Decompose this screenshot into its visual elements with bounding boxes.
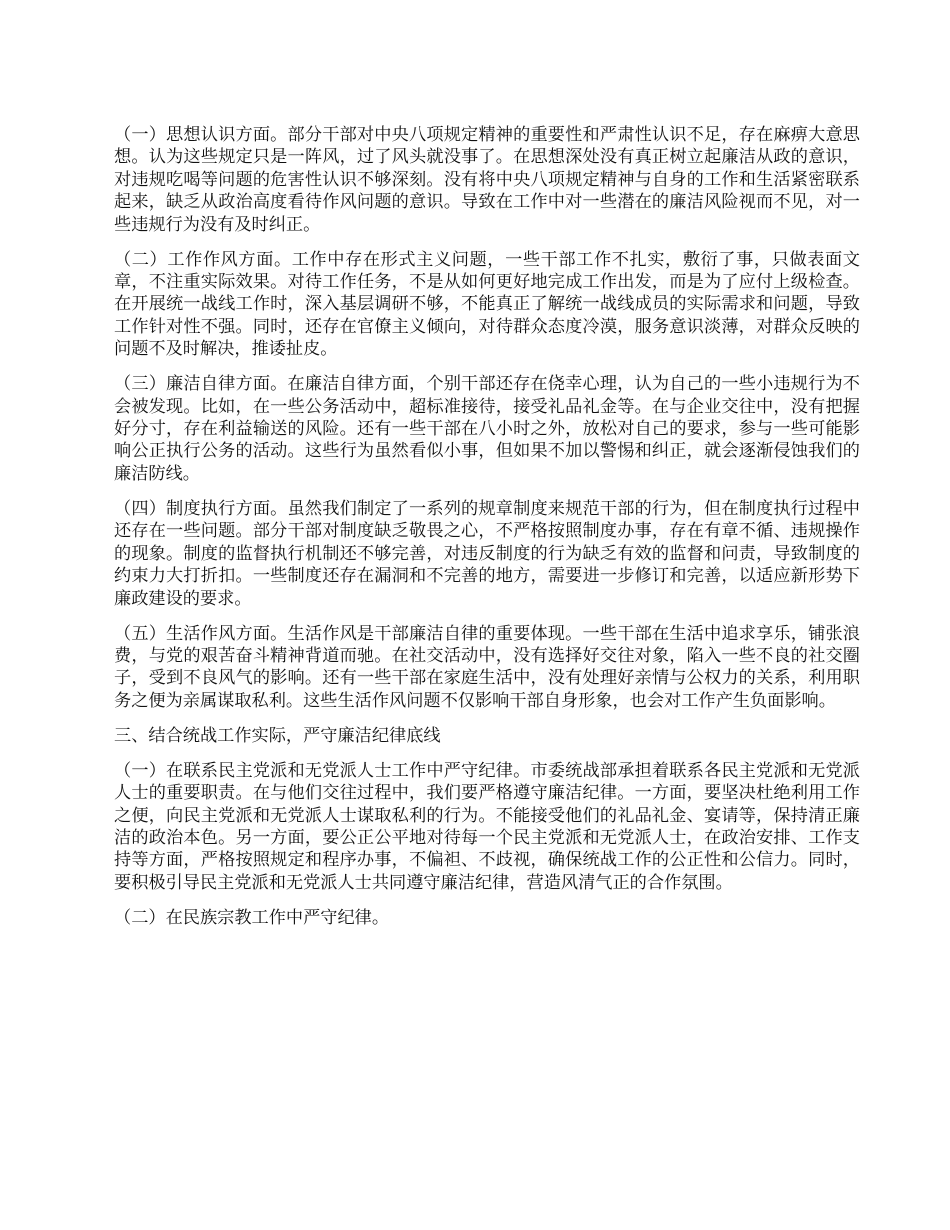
- paragraph-work-style: （二）工作作风方面。工作中存在形式主义问题，一些干部工作不扎实，敷衍了事，只做表面文章，不注重实际效果。对待工作任务，不是从如何更好地完成工作出发，而是为了应付上级检查。在开展统一战线工作时，深入基层调研不够，不能真正了解统一战线成员的实际需求和问题，导致工作针对性不强。同时，还存在官僚主义倾向，对待群众态度冷漠，服务意识淡薄，对群众反映的问题不及时解决，推诿扯皮。: [114, 249, 860, 360]
- paragraph-self-discipline: （三）廉洁自律方面。在廉洁自律方面，个别干部还存在侥幸心理，认为自己的一些小违规行为不会被发现。比如，在一些公务活动中，超标准接待，接受礼品礼金等。在与企业交往中，没有把握好分寸，存在利益输送的风险。还有一些干部在八小时之外，放松对自己的要求，参与一些可能影响公正执行公务的活动。这些行为虽然看似小事，但如果不加以警惕和纠正，就会逐渐侵蚀我们的廉洁防线。: [114, 374, 860, 484]
- paragraph-life-style: （五）生活作风方面。生活作风是干部廉洁自律的重要体现。一些干部在生活中追求享乐，铺张浪费，与党的艰苦奋斗精神背道而驰。在社交活动中，没有选择好交往对象，陷入一些不良的社交圈子，受到不良风气的影响。还有一些干部在家庭生活中，没有处理好亲情与公权力的关系，利用职务之便为亲属谋取私利。这些生活作风问题不仅影响干部自身形象，也会对工作产生负面影响。: [114, 623, 860, 711]
- paragraph-ethnic-religious: （二）在民族宗教工作中严守纪律。: [114, 907, 390, 928]
- section-heading: 三、结合统战工作实际，严守廉洁纪律底线: [114, 725, 441, 746]
- document-body: [114, 124, 860, 942]
- paragraph-system-execution: （四）制度执行方面。虽然我们制定了一系列的规章制度来规范干部的行为，但在制度执行过程中还存在一些问题。部分干部对制度缺乏敬畏之心，不严格按照制度办事，存在有章不循、违规操作的现象。制度的监督执行机制还不够完善，对违反制度的行为缺乏有效的监督和问责，导致制度的约束力大打折扣。一些制度还存在漏洞和不完善的地方，需要进一步修订和完善，以适应新形势下廉政建设的要求。: [114, 498, 860, 609]
- paragraph-ideology: （一）思想认识方面。部分干部对中央八项规定精神的重要性和严肃性认识不足，存在麻痹大意思想。认为这些规定只是一阵风，过了风头就没事了。在思想深处没有真正树立起廉洁从政的意识，对违规吃喝等问题的危害性认识不够深刻。没有将中央八项规定精神与自身的工作和生活紧密联系起来，缺乏从政治高度看待作风问题的意识。导致在工作中对一些潜在的廉洁风险视而不见，对一些违规行为没有及时纠正。: [114, 125, 860, 235]
- paragraph-democratic-parties: （一）在联系民主党派和无党派人士工作中严守纪律。市委统战部承担着联系各民主党派和无党派人士的重要职责。在与他们交往过程中，我们要严格遵守廉洁纪律。一方面，要坚决杜绝利用工作之便，向民主党派和无党派人士谋取私利的行为。不能接受他们的礼品礼金、宴请等，保持清正廉洁的政治本色。另一方面，要公正公平地对待每一个民主党派和无党派人士，在政治安排、工作支持等方面，严格按照规定和程序办事，不偏袒、不歧视，确保统战工作的公正性和公信力。同时，要积极引导民主党派和无党派人士共同遵守廉洁纪律，营造风清气正的合作氛围。: [114, 760, 860, 893]
